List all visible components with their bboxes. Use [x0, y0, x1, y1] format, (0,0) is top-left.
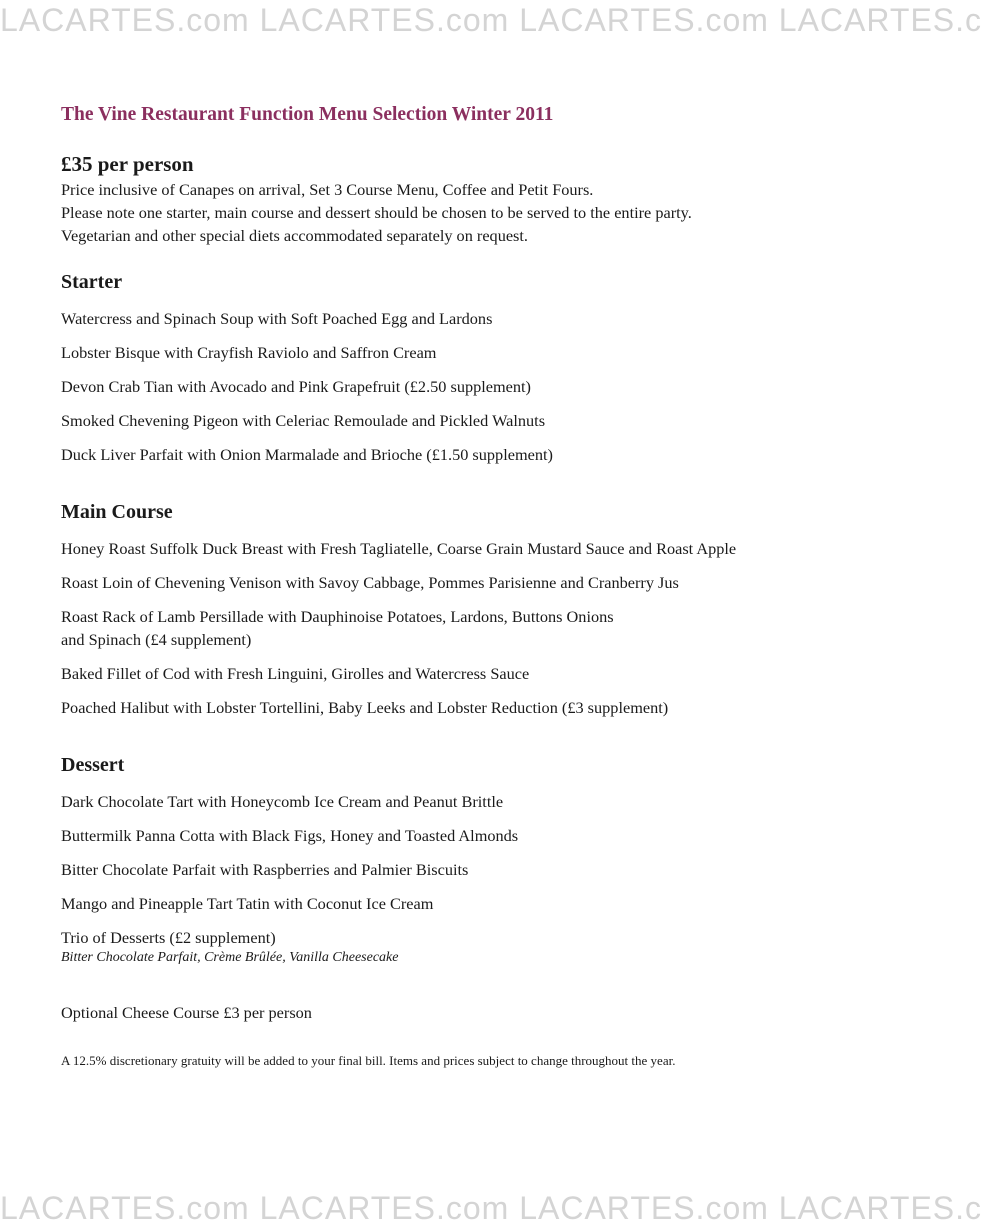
- starter-list: [61, 307, 851, 466]
- menu-item-continuation: and Spinach (£4 supplement): [61, 630, 252, 649]
- menu-item: Honey Roast Suffolk Duck Breast with Fresh Tagliatelle, Coarse Grain Mustard Sauce and Roast Apple: [61, 539, 737, 558]
- menu-item: Lobster Bisque with Crayfish Raviolo and Saffron Cream: [61, 343, 437, 362]
- menu-item: Roast Rack of Lamb Persillade with Dauphinoise Potatoes, Lardons, Buttons Onions: [61, 607, 614, 626]
- menu-item: Bitter Chocolate Parfait with Raspberries and Palmier Biscuits: [61, 860, 469, 879]
- intro-text: [61, 178, 851, 247]
- menu-item: Roast Loin of Chevening Venison with Savoy Cabbage, Pommes Parisienne and Cranberry Jus: [61, 573, 679, 592]
- trio-detail: Bitter Chocolate Parfait, Crème Brûlée, Vanilla Cheesecake: [61, 950, 399, 965]
- menu-item: Buttermilk Panna Cotta with Black Figs, Honey and Toasted Almonds: [61, 826, 519, 845]
- watermark-bottom: LACARTES.com LACARTES.com LACARTES.com LACARTES.c: [0, 1190, 982, 1226]
- starter-heading: Starter: [61, 271, 123, 293]
- menu-item: Trio of Desserts (£2 supplement): [61, 928, 276, 947]
- menu-item: Poached Halibut with Lobster Tortellini, Baby Leeks and Lobster Reduction (£3 supplement): [61, 698, 669, 717]
- menu-item: Mango and Pineapple Tart Tatin with Coconut Ice Cream: [61, 894, 434, 913]
- price-per-person: £35 per person: [61, 152, 194, 176]
- menu-item: Devon Crab Tian with Avocado and Pink Grapefruit (£2.50 supplement): [61, 377, 531, 396]
- intro-line: Vegetarian and other special diets accommodated separately on request.: [61, 226, 528, 245]
- intro-line: Please note one starter, main course and dessert should be chosen to be served to the entire party.: [61, 203, 692, 222]
- menu-item: Duck Liver Parfait with Onion Marmalade and Brioche (£1.50 supplement): [61, 445, 553, 464]
- dessert-list: [61, 790, 851, 967]
- menu-page: [61, 100, 851, 1070]
- watermark-top: LACARTES.com LACARTES.com LACARTES.com LACARTES.c: [0, 2, 982, 38]
- menu-item: Dark Chocolate Tart with Honeycomb Ice Cream and Peanut Brittle: [61, 792, 504, 811]
- main-course-list: [61, 537, 851, 719]
- menu-item: Smoked Chevening Pigeon with Celeriac Remoulade and Pickled Walnuts: [61, 411, 546, 430]
- dessert-heading: Dessert: [61, 754, 125, 776]
- menu-item: Watercress and Spinach Soup with Soft Poached Egg and Lardons: [61, 309, 493, 328]
- menu-item: Baked Fillet of Cod with Fresh Linguini, Girolles and Watercress Sauce: [61, 664, 530, 683]
- menu-title: The Vine Restaurant Function Menu Selection Winter 2011: [61, 104, 554, 125]
- cheese-course: Optional Cheese Course £3 per person: [61, 1003, 312, 1022]
- main-course-heading: Main Course: [61, 501, 173, 523]
- gratuity-footnote: A 12.5% discretionary gratuity will be added to your final bill. Items and prices subject to change throughout the year.: [61, 1053, 676, 1068]
- intro-line: Price inclusive of Canapes on arrival, Set 3 Course Menu, Coffee and Petit Fours.: [61, 180, 594, 199]
